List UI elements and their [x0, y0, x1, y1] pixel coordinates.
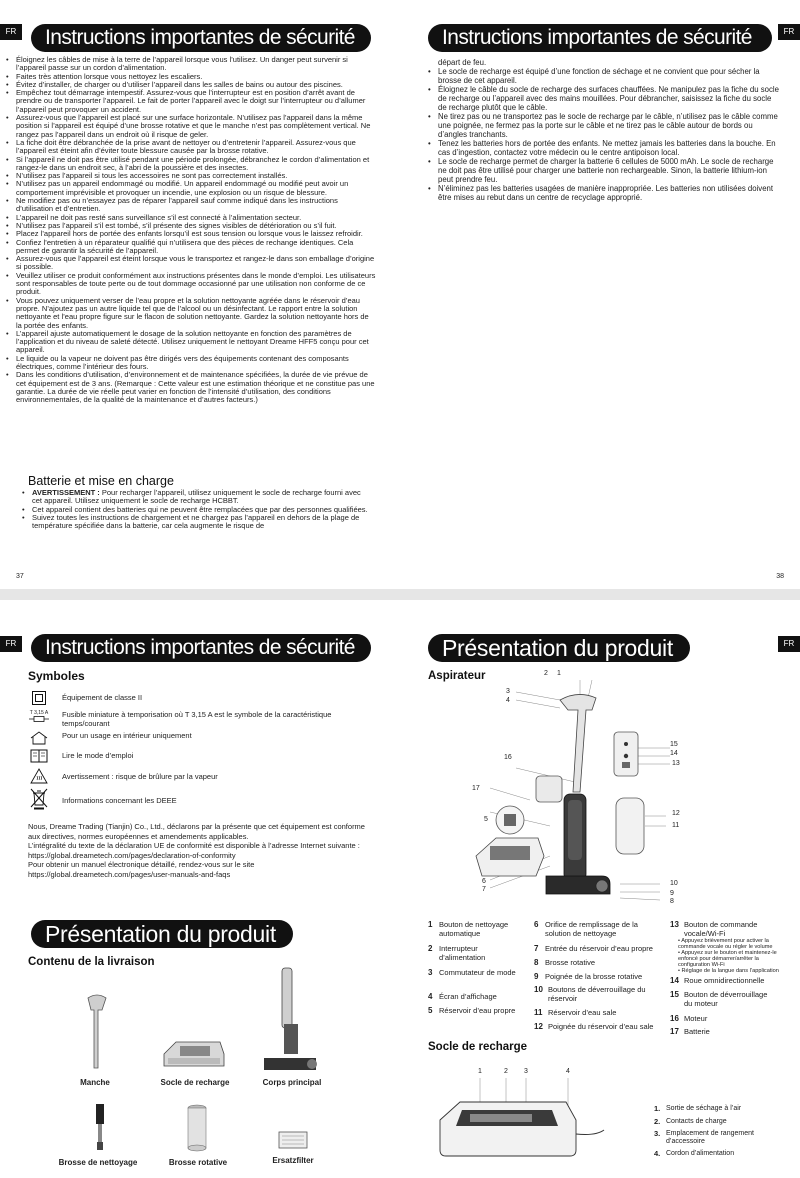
contents-label: Corps principal — [262, 1078, 322, 1087]
part-number: 2 — [428, 944, 433, 953]
callout-number: 2 — [544, 670, 548, 677]
note: • Appuyez sur le bouton et maintenez-le enfoncé pour démarrer/arrêter la configuration Wi-Fi — [678, 950, 788, 968]
symbols-heading: Symboles — [28, 669, 85, 683]
weee-bin-icon — [28, 788, 50, 810]
callout-number: 13 — [672, 760, 680, 767]
list-item: • N’utilisez pas l’appareil s’il est tombé, s’il présente des signes visibles de détérioration ou s’il fuit. — [4, 222, 376, 230]
part-label: Bouton de nettoyage automatique — [439, 920, 509, 938]
callout-number: 3 — [506, 688, 510, 695]
part-item — [670, 1014, 788, 1023]
dock-legend-item — [654, 1130, 776, 1146]
page-37 — [0, 0, 400, 589]
legend-number: 4. — [654, 1149, 661, 1158]
part-label: Orifice de remplissage de la solution de nettoyage — [545, 920, 638, 938]
part-number: 8 — [534, 958, 539, 967]
doc-link[interactable]: https://global.dreametech.com/pages/declaration-of-conformity — [28, 850, 236, 860]
part-label: Réservoir d’eau propre — [439, 1006, 516, 1015]
handle-image — [82, 992, 112, 1072]
contents-heading: Contenu de la livraison — [28, 956, 155, 968]
callout-number: 16 — [504, 754, 512, 761]
callout-number: 1 — [557, 670, 561, 677]
callout-number: 17 — [472, 785, 480, 792]
callout-number: 12 — [672, 810, 680, 817]
page-38 — [400, 0, 800, 589]
list-item: • Assurez-vous que l’appareil est éteint lorsque vous le transportez et rangez-le dans son emballage d’origine si possible. — [4, 255, 376, 272]
symbol-text: Lire le mode d’emploi — [62, 751, 134, 760]
callout-number: 14 — [670, 750, 678, 757]
note: • Appuyez brièvement pour activer la commande vocale ou régler le volume — [678, 938, 788, 950]
part-label: Réservoir d’eau sale — [548, 1008, 617, 1017]
part-label: Brosse rotative — [545, 958, 596, 967]
part-number: 11 — [534, 1008, 543, 1017]
declaration — [28, 822, 378, 880]
list-item: • Ne modifiez pas ou n’essayez pas de réparer l’appareil sauf comme indiqué dans les instructions d’utilisation et d’entretien. — [4, 197, 376, 214]
language-tag: FR — [0, 24, 22, 40]
page-39 — [0, 600, 400, 1178]
list-item: • Ne tirez pas ou ne transportez pas le socle de recharge par le câble, n’utilisez pas le câble comme une poignée, ne fermez pas la porte sur le câble et ne tirez pas le câble autour de bords ou d’angles tranchants. — [426, 112, 780, 139]
part-number: 6 — [534, 920, 539, 929]
hot-steam-warning-icon — [28, 768, 50, 784]
part-item — [428, 920, 528, 938]
part-item — [670, 920, 788, 938]
contents-label: Socle de recharge — [160, 1078, 230, 1087]
part-label: Boutons de déverrouillage du réservoir — [548, 985, 646, 1003]
symbol-row — [28, 690, 142, 706]
part-label: Entrée du réservoir d’eau propre — [545, 944, 653, 953]
part-number: 15 — [670, 990, 679, 999]
part-label: Poignée du réservoir d’eau sale — [548, 1022, 654, 1031]
symbol-row — [28, 788, 177, 810]
part-number: 9 — [534, 972, 539, 981]
section-banner: Présentation du produit — [428, 634, 690, 662]
note: • Réglage de la langue dans l’application — [678, 968, 788, 974]
part-item — [428, 968, 528, 977]
part-item — [428, 944, 528, 962]
fuse-icon — [28, 708, 50, 724]
symbol-row — [28, 708, 362, 728]
list-item: • Assurez-vous que l’appareil est placé sur une surface horizontale. N’utilisez pas l’appareil dans la même position si l’appareil est équipé d’une brosse rotative et que le manche n’est pas complètement vertical. Ne rangez pas l’appareil dans un endroit où il risque de geler. — [4, 114, 376, 139]
battery-list — [20, 489, 372, 530]
part-label: Roue omnidirectionnelle — [684, 976, 765, 985]
declaration-line: Pour obtenir un manuel électronique détaillé, rendez-vous sur le site — [28, 860, 255, 870]
list-item: • Faites très attention lorsque vous nettoyez les escaliers. — [4, 73, 376, 81]
list-item: • N’utilisez pas l’appareil si tous les accessoires ne sont pas correctement installés. — [4, 172, 376, 180]
part-label: Poignée de la brosse rotative — [545, 972, 643, 981]
legend-number: 3. — [654, 1129, 661, 1138]
symbol-row — [28, 768, 218, 784]
part-item — [428, 1006, 528, 1015]
main-body-image — [258, 966, 324, 1076]
language-tag: FR — [0, 636, 22, 652]
dock-legend-item — [654, 1105, 741, 1113]
callout-number: 4 — [506, 697, 510, 704]
list-item: • Éloignez les câbles de mise à la terre de l’appareil lorsque vous l’utilisez. Un danger peut survenir si l’appareil passe sur un cordon d’alimentation. — [4, 56, 376, 73]
page-number: 38 — [776, 573, 784, 580]
list-item: • Éloignez le câble du socle de recharge des surfaces chauffées. Ne manipulez pas la fiche du socle de recharge ou l’appareil avec des mains mouillées. Pour débrancher, saisissez la fiche du socle de recharge plutôt que le câble. — [426, 85, 780, 112]
contents-label: Manche — [80, 1078, 110, 1087]
dock-heading: Socle de recharge — [428, 1041, 528, 1053]
part-item — [428, 992, 528, 1001]
legend-label: Contacts de charge — [666, 1118, 727, 1125]
list-item: • Dans les conditions d’utilisation, d’environnement et de maintenance spécifiées, la durée de vie prévue de cet équipement est de 3 ans. (Remarque : Cette valeur est une estimation théorique et ne constitue pas une garantie. La durée de vie réelle peut varier en fonction de l’intensité d’utilisation, des conditions environnementales, de la qualité de la maintenance et d’autres facteurs.) — [4, 371, 376, 404]
filter-image — [278, 1130, 308, 1150]
list-item: • N’utilisez pas un appareil endommagé ou modifié. Un appareil endommagé ou modifié peut avoir un comportement imprévisible et provoquer un incendie, une explosion ou un risque de blessure. — [4, 180, 376, 197]
list-item: départ de feu. — [438, 58, 487, 67]
list-item: • Évitez d’installer, de charger ou d’utiliser l’appareil dans les salles de bains ou autour des piscines. — [4, 81, 376, 89]
section-banner: Instructions importantes de sécurité — [31, 634, 371, 662]
parts-list — [428, 920, 788, 1040]
legend-number: 1. — [654, 1104, 661, 1113]
charging-dock-image — [160, 1036, 228, 1072]
cleaning-brush-image — [90, 1102, 110, 1152]
callout-number: 4 — [566, 1068, 570, 1075]
callout-number: 2 — [504, 1068, 508, 1075]
callout-number: 9 — [670, 890, 674, 897]
legend-label: Sortie de séchage à l’air — [666, 1105, 742, 1112]
part-number: 17 — [670, 1027, 679, 1036]
list-item: • Confiez l’entretien à un réparateur qualifié qui n’utilisera que des pièces de rechange identiques. Cela permet de garantir la sécurité de l’appareil. — [4, 239, 376, 256]
list-item: • Placez l’appareil hors de portée des enfants lorsqu’il est sous tension ou lorsque vous le laissez refroidir. — [4, 230, 376, 238]
part-number: 7 — [534, 944, 539, 953]
list-item: • L’appareil ne doit pas resté sans surveillance s’il est connecté à l’alimentation secteur. — [4, 214, 376, 222]
list-item: • N’éliminez pas les batteries usagées de manière inappropriée. Les batteries non utilisées doivent être mises au rebut dans un centre de recyclage approprié. — [426, 184, 780, 202]
part-item — [534, 1008, 664, 1017]
warning-label: AVERTISSEMENT : — [32, 488, 100, 497]
manual-icon — [28, 748, 50, 764]
part-number: 12 — [534, 1022, 543, 1031]
list-item: • Cet appareil contient des batteries qui ne peuvent être remplacées que par des personnes qualifiées. — [20, 506, 372, 514]
part-label: Batterie — [684, 1027, 710, 1036]
house-icon — [28, 730, 50, 746]
callout-number: 5 — [484, 816, 488, 823]
part-label: Commutateur de mode — [439, 968, 516, 977]
list-item: • L’appareil ajuste automatiquement le dosage de la solution nettoyante en fonction des paramètres de l’application et du niveau de saleté détecté. Utilisez uniquement le nettoyant Dreame HFF5 conçu pour cet appareil. — [4, 330, 376, 355]
symbol-text: Fusible miniature à temporisation où T 3,15 A est le symbole de la caractéristique temps/courant — [62, 710, 332, 728]
battery-heading: Batterie et mise en charge — [28, 474, 174, 488]
callout-number: 11 — [672, 822, 680, 829]
part-item — [534, 985, 664, 1003]
list-item: • Veuillez utiliser ce produit conformément aux instructions présentes dans le monde d’emploi. Les utilisateurs sont responsables de toute perte ou de tout dommage occasionné par une utilisation non conforme de ce produit. — [4, 272, 376, 297]
symbol-text: Avertissement : risque de brûlure par la vapeur — [62, 772, 218, 781]
safety-list — [426, 58, 780, 202]
list-item: • Si l’appareil ne doit pas être utilisé pendant une période prolongée, débranchez le cordon d’alimentation et rangez-le dans un endroit sec, à l’abri de la poussière et des insectes. — [4, 156, 376, 173]
page-40 — [400, 600, 800, 1178]
part-number: 5 — [428, 1006, 433, 1015]
part-item — [534, 1022, 664, 1031]
list-item: • Le socle de recharge est équipé d’une fonction de séchage et ne convient que pour sécher la brosse de cet appareil. — [426, 67, 780, 85]
dock-legend-item — [654, 1150, 734, 1158]
part-number: 14 — [670, 976, 679, 985]
callout-number: 10 — [670, 880, 678, 887]
callout-number: 7 — [482, 886, 486, 893]
part-item — [670, 1027, 788, 1036]
symbol-text: Informations concernant les DEEE — [62, 796, 177, 805]
part-label: Écran d’affichage — [439, 992, 497, 1001]
list-item: • Tenez les batteries hors de portée des enfants. Ne mettez jamais les batteries dans la bouche. En cas d’ingestion, contactez votre médecin ou le centre antipoison local. — [426, 139, 780, 157]
contents-label: Brosse rotative — [168, 1158, 228, 1167]
symbol-text: Pour un usage en intérieur uniquement — [62, 731, 192, 740]
part-item — [534, 972, 664, 981]
brush-roll-image — [184, 1104, 210, 1154]
language-tag: FR — [778, 24, 800, 40]
part-label: Interrupteur d’alimentation — [439, 944, 486, 962]
callout-number: 8 — [670, 898, 674, 905]
part-item — [670, 976, 788, 985]
part-number: 4 — [428, 992, 433, 1001]
declaration-line: L’intégralité du texte de la déclaration UE de conformité est disponible à l’adresse Internet suivante : — [28, 841, 360, 851]
callout-number: 6 — [482, 878, 486, 885]
part-item — [534, 944, 664, 953]
part-item — [534, 958, 664, 967]
part-number: 10 — [534, 985, 543, 994]
language-tag: FR — [778, 636, 800, 652]
dock-diagram — [436, 1076, 606, 1160]
section-banner: Instructions importantes de sécurité — [428, 24, 772, 52]
class-2-icon — [28, 690, 50, 706]
list-item: • Le liquide ou la vapeur ne doivent pas être dirigés vers des équipements contenant des composants électriques, comme l’intérieur des fours. — [4, 355, 376, 372]
part-number: 13 — [670, 920, 679, 929]
list-item: • Empêchez tout démarrage intempestif. Assurez-vous que l’interrupteur est en position d’arrêt avant de prendre ou de transporter l’appareil. Le fait de porter l’appareil avec le doigt sur l’interrupteur ou d’allumer l’appareil peut provoquer un accident. — [4, 89, 376, 114]
callout-number: 3 — [524, 1068, 528, 1075]
fuse-rating: T 3,15 A — [29, 710, 49, 716]
part-number: 1 — [428, 920, 433, 929]
safety-list — [4, 56, 376, 404]
manual-link[interactable]: https://global.dreametech.com/pages/user-manuals-and-faqs — [28, 869, 231, 879]
dock-legend-item — [654, 1118, 727, 1126]
page-gap — [0, 589, 800, 600]
list-item: • La fiche doit être débranchée de la prise avant de nettoyer ou d’entretenir l’appareil. Assurez-vous que l’appareil est éteint afin d’éviter toute blessure causée par la brosse rotative. — [4, 139, 376, 156]
vacuum-diagram — [460, 670, 720, 910]
list-item: • Suivez toutes les instructions de chargement et ne chargez pas l’appareil en dehors de la plage de température spécifiée dans la batterie, car cela augmente le risque de — [20, 514, 372, 531]
list-item — [20, 489, 372, 506]
part-number: 16 — [670, 1014, 679, 1023]
part-item — [534, 920, 664, 938]
part-number: 3 — [428, 968, 433, 977]
page-number: 37 — [16, 573, 24, 580]
section-banner: Instructions importantes de sécurité — [31, 24, 371, 52]
legend-number: 2. — [654, 1117, 661, 1126]
part-label: Bouton de commande vocale/Wi-Fi — [684, 920, 758, 938]
vacuum-heading: Aspirateur — [428, 670, 486, 682]
list-item: • Vous pouvez uniquement verser de l’eau propre et la solution nettoyante agréée dans le réservoir d’eau propre. N’ajoutez pas un autre liquide tel que de l’alcool ou un désinfectant. Le rapport entre la solution nettoyante et l’eau propre figure sur le flacon de solution nettoyante. Gardez la solution nettoyante hors de la portée des enfants. — [4, 297, 376, 330]
callout-number: 15 — [670, 741, 678, 748]
callout-number: 1 — [478, 1068, 482, 1075]
section-banner: Présentation du produit — [31, 920, 293, 948]
contents-label: Ersatzfilter — [272, 1156, 314, 1165]
contents-label: Brosse de nettoyage — [58, 1158, 138, 1167]
symbol-row — [28, 748, 133, 764]
symbol-text: Équipement de classe II — [62, 693, 143, 702]
part-label: Bouton de déverrouillage du moteur — [684, 990, 768, 1008]
part-label: Moteur — [684, 1014, 708, 1023]
list-item: • Le socle de recharge permet de charger la batterie 6 cellules de 5000 mAh. Le socle de recharge ne doit pas être utilisé pour charger une batterie non rechargeable. Sinon, la batterie lithium-ion peut prendre feu. — [426, 157, 780, 184]
part-item — [670, 990, 788, 1008]
part-13-notes — [678, 938, 788, 974]
legend-label: Cordon d’alimentation — [666, 1150, 735, 1157]
symbol-row — [28, 730, 192, 746]
declaration-line: Nous, Dreame Trading (Tianjin) Co., Ltd., déclarons par la présente que cet équipement est conforme aux directives, normes européennes et amendements applicables. — [28, 822, 365, 841]
warning-text: Pour recharger l’appareil, utilisez uniquement le socle de recharge fourni avec cet appareil. Utilisez uniquement le socle de recharge HCBBT. — [32, 488, 361, 506]
legend-label: Emplacement de rangement d’accessoire — [666, 1130, 754, 1145]
